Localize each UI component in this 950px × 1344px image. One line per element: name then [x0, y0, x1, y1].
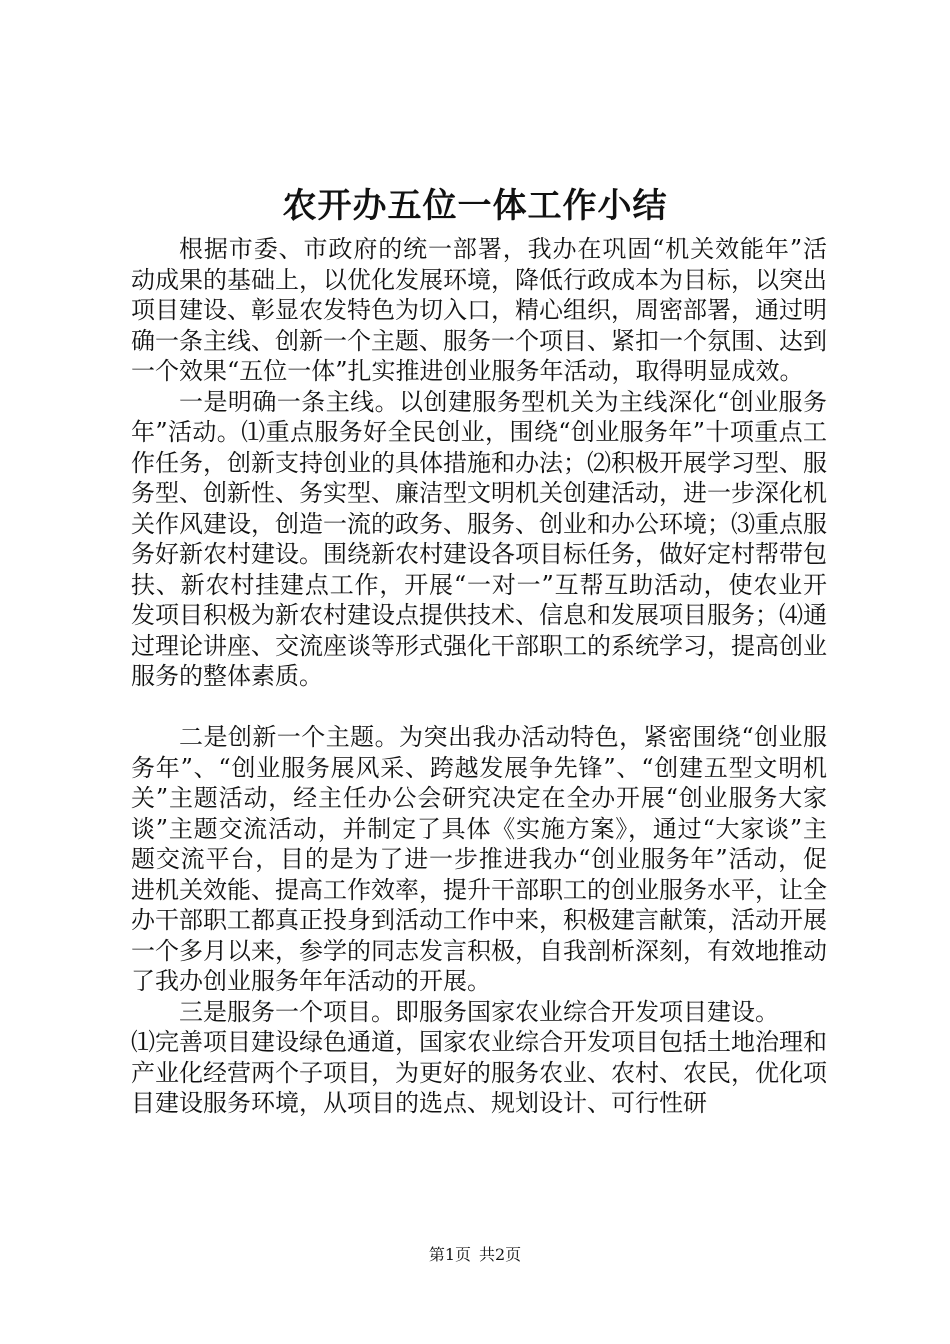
document-title: 农开办五位一体工作小结	[282, 186, 668, 226]
paragraph-project: 三是服务一个项目。即服务国家农业综合开发项目建设。	[179, 997, 779, 1026]
paragraph-theme: 二是创新一个主题。为突出我办活动特色，紧密围绕“创业服务年”、“创业服务展风采、跨越发展争先锋”、“创建五型文明机关”主题活动，经主任办公会研究决定在全办开展“创业服务大家谈”主题交流活动，并制定了具体《实施方案》，通过“大家谈”主题交流平台，目的是为了进一步推进我办“创业服务年”活动，促进机关效能、提高工作效率，提升干部职工的创业服务水平，让全办干部职工都真正投身到活动工作中来，积极建言献策，活动开展一个多月以来，参学的同志发言积极，自我剖析深刻，有效地推动了我办创业服务年年活动的开展。	[131, 723, 827, 995]
paragraph-spacer	[131, 692, 827, 723]
page-total: 共2页	[479, 1245, 522, 1264]
document-body	[131, 234, 827, 1119]
page-number: 第1页	[428, 1245, 471, 1264]
page-footer	[0, 1244, 950, 1266]
paragraph-project-detail: ⑴完善项目建设绿色通道，国家农业综合开发项目包括土地治理和产业化经营两个子项目，为更好的服务农业、农村、农民，优化项目建设服务环境，从项目的选点、规划设计、可行性研	[131, 1028, 827, 1117]
paragraph-intro: 根据市委、市政府的统一部署，我办在巩固“机关效能年”活动成果的基础上，以优化发展环境，降低行政成本为目标，以突出项目建设、彰显农发特色为切入口，精心组织，周密部署，通过明确一条主线、创新一个主题、服务一个项目、紧扣一个氛围、达到一个效果“五位一体”扎实推进创业服务年活动，取得明显成效。	[131, 235, 827, 385]
paragraph-main-line: 一是明确一条主线。以创建服务型机关为主线深化“创业服务年”活动。⑴重点服务好全民创业，围绕“创业服务年”十项重点工作任务，创新支持创业的具体措施和办法；⑵积极开展学习型、服务型、创新性、务实型、廉洁型文明机关创建活动，进一步深化机关作风建设，创造一流的政务、服务、创业和办公环境；⑶重点服务好新农村建设。围绕新农村建设各项目标任务，做好定村帮带包扶、新农村挂建点工作，开展“一对一”互帮互助活动，使农业开发项目积极为新农村建设点提供技术、信息和发展项目服务；⑷通过理论讲座、交流座谈等形式强化干部职工的系统学习，提高创业服务的整体素质。	[131, 387, 827, 690]
